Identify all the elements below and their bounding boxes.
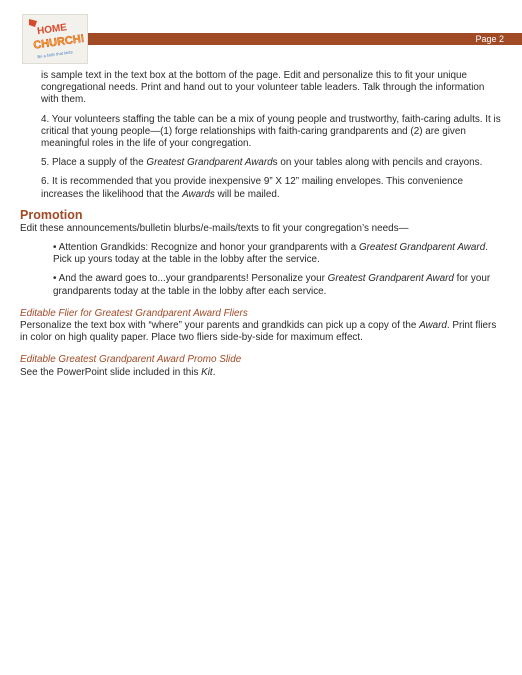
page-content <box>20 70 502 386</box>
logo-graphic <box>23 15 87 63</box>
promotion-bullet-grandkids: • Attention Grandkids: Recognize and honor your grandparents with a Greatest Grandparent Award. Pick up yours today at the table in the lobby after the service. <box>53 242 488 266</box>
header-bar <box>72 33 522 45</box>
paragraph-envelopes: 6. It is recommended that you provide inexpensive 9” X 12” mailing envelopes. This convenience increases the likelihood that the Awards will be mailed. <box>41 176 463 200</box>
slide-heading: Editable Greatest Grandparent Award Promo Slide <box>20 354 242 366</box>
page-number: Page 2 <box>475 34 504 44</box>
promotion-bullet-award-goes: • And the award goes to...your grandparents! Personalize your Greatest Grandparent Award for your grandparents today at the table in the lobby after each service. <box>53 273 491 297</box>
paragraph-volunteers: 4. Your volunteers staffing the table can be a mix of young people and trustworthy, faith-caring adults. It is critical that young people—(1) forge relationships with faith-caring grandparents and (2) are given meaningful roles in the life of your congregation. <box>41 113 501 150</box>
slide-description: See the PowerPoint slide included in this Kit. <box>20 366 216 378</box>
logo-tagline: Be a faith that lasts <box>37 49 73 60</box>
logo-line2: CHURCH! <box>32 32 86 52</box>
promotion-heading: Promotion <box>20 207 83 222</box>
logo-line1: HOME <box>36 22 68 38</box>
promotion-intro: Edit these announcements/bulletin blurbs/e-mails/texts to fit your congregation’s needs— <box>20 222 409 234</box>
paragraph-supply: 5. Place a supply of the Greatest Grandparent Awards on your tables along with pencils and crayons. <box>41 157 483 169</box>
flier-heading: Editable Flier for Greatest Grandparent Award Fliers <box>20 307 248 319</box>
paragraph-sample-text: is sample text in the text box at the bottom of the page. Edit and personalize this to fit your unique congregational needs. Print and hand out to your volunteer table leaders. Talk through the information with them. <box>41 70 485 106</box>
flier-description: Personalize the text box with “where” your parents and grandkids can pick up a copy of the Award. Print fliers in color on high quality paper. Place two fliers side-by-side for maximum effect. <box>20 320 497 344</box>
page-header <box>0 0 522 70</box>
home-church-logo <box>22 14 88 64</box>
